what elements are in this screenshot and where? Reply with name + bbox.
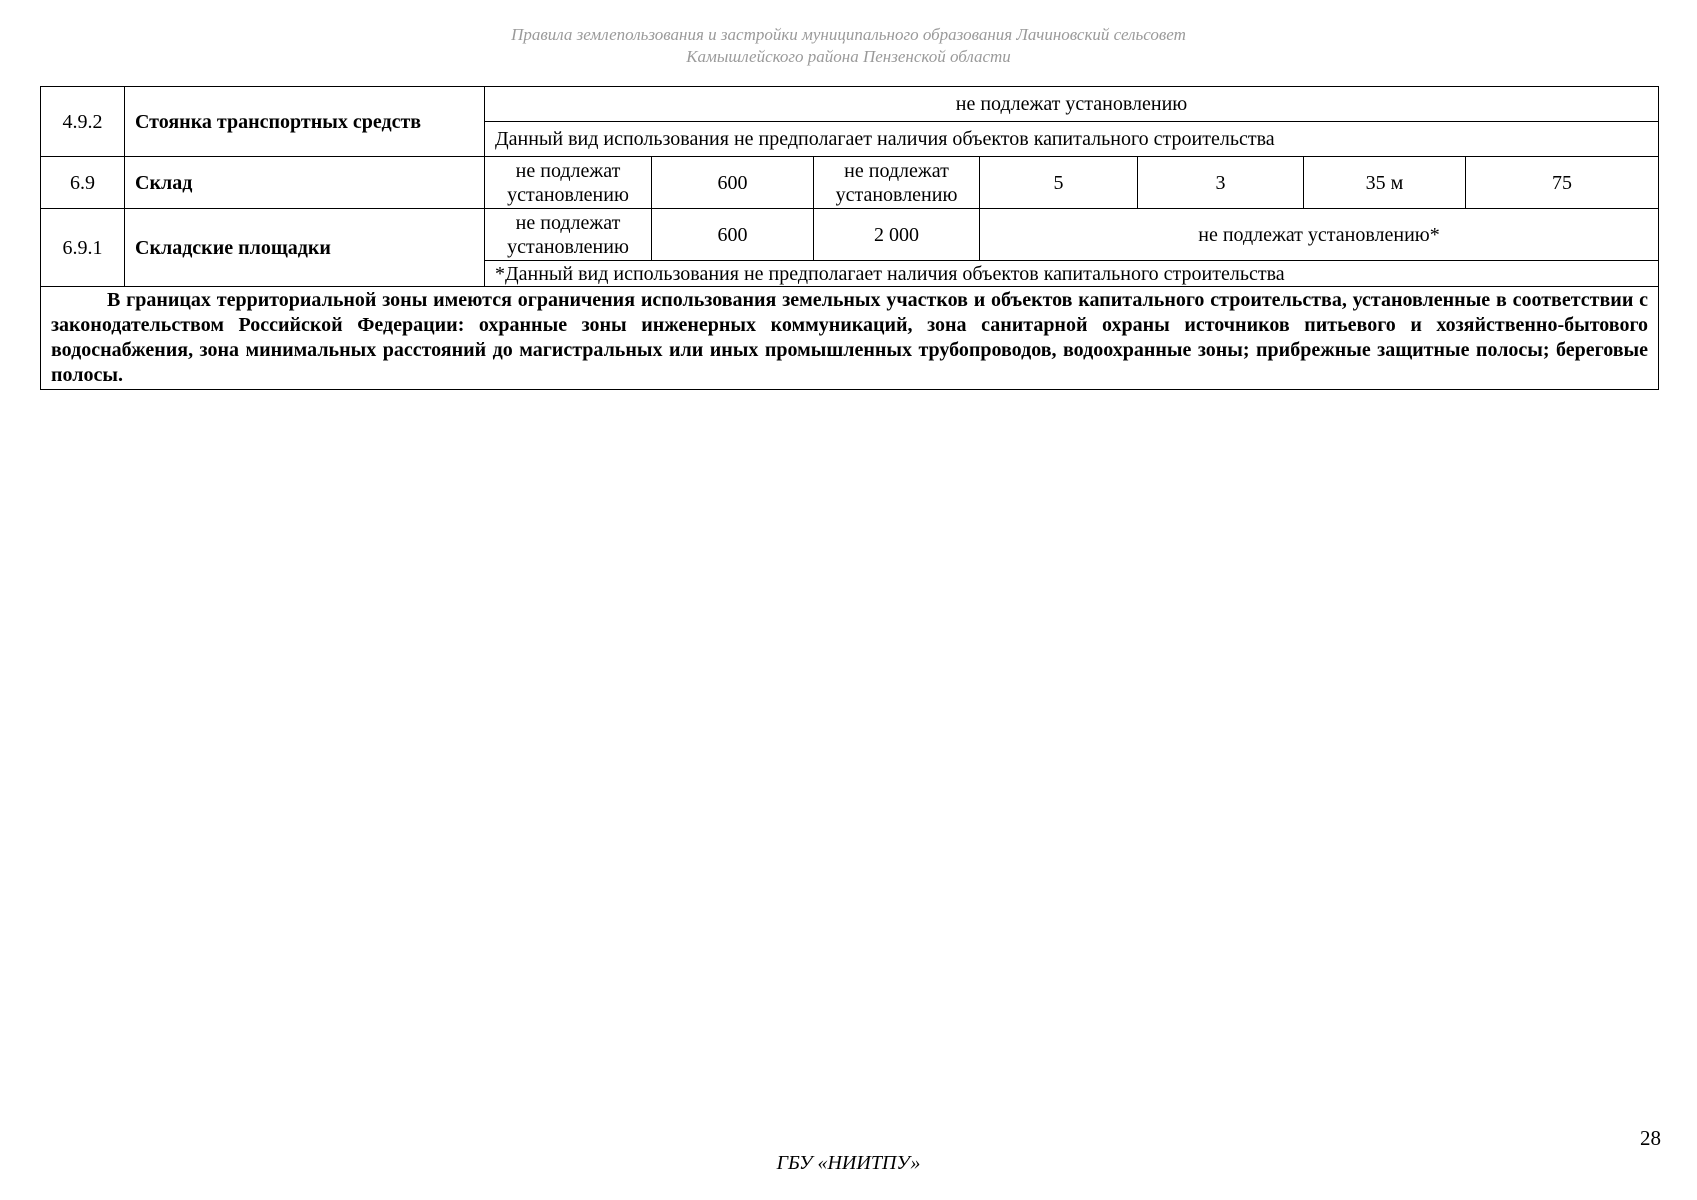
row-code: 4.9.2 [41,87,125,157]
table-row [41,209,1659,261]
row-name: Склад [125,157,485,209]
restrictions-note: В границах территориальной зоны имеются ограничения использования земельных участков и объектов капитального строительства, установленные в соответствии с законодательством Российской Федерации: охранные зоны инженерных коммуникаций, зона санитарной охраны источников питьевого и хозяйственно-бытового водоснабжения, зона минимальных расстояний до магистральных или иных промышленных трубопроводов, водоохранные зоны; прибрежные защитные полосы; береговые полосы. [41,287,1659,390]
header-line-2: Камышлейского района Пензенской области [686,47,1011,66]
value-cell: 2 000 [814,209,980,261]
header-line-1: Правила землепользования и застройки муниципального образования Лачиновский сельсовет [511,25,1186,44]
value-cell: не подлежат установлению [485,209,652,261]
note-cell: Данный вид использования не предполагает наличия объектов капитального строительства [485,122,1659,157]
value-cell: 75 [1466,157,1659,209]
value-cell: не подлежат установлению* [980,209,1659,261]
row-code: 6.9 [41,157,125,209]
table-row [41,157,1659,209]
row-name: Складские площадки [125,209,485,287]
document-footer: ГБУ «НИИТПУ» [776,1152,921,1174]
note-cell: *Данный вид использования не предполагает наличия объектов капитального строительства [485,261,1659,287]
row-name: Стоянка транспортных средств [125,87,485,157]
value-cell: 35 м [1304,157,1466,209]
value-cell: 3 [1138,157,1304,209]
table-row [41,287,1659,390]
params-cell: не подлежат установлению [485,87,1659,122]
land-use-table [40,86,1659,390]
value-cell: не подлежат установлению [814,157,980,209]
value-cell: 600 [652,157,814,209]
value-cell: не подлежат установлению [485,157,652,209]
row-code: 6.9.1 [41,209,125,287]
document-header [0,24,1697,68]
value-cell: 600 [652,209,814,261]
page-number: 28 [1640,1126,1661,1150]
value-cell: 5 [980,157,1138,209]
table-row [41,87,1659,122]
